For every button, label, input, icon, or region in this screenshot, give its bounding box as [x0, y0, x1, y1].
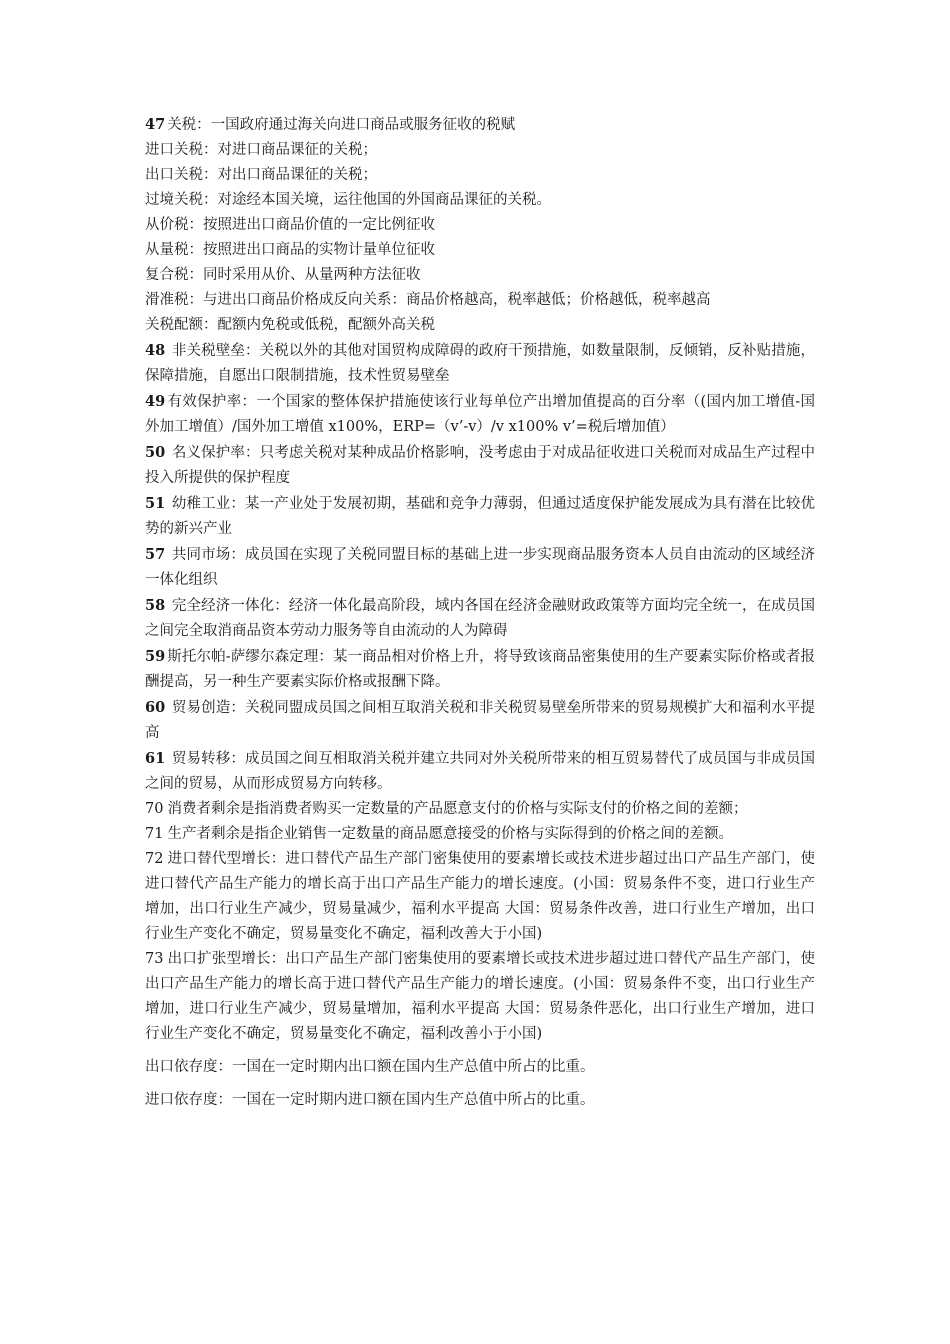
entry-number: 73 — [145, 951, 164, 967]
entry-57 — [145, 542, 815, 593]
entry-text: 贸易转移：成员国之间互相取消关税并建立共同对外关税所带来的相互贸易替代了成员国与非成员国之间的贸易，从而形成贸易方向转移。 — [145, 751, 816, 792]
entry-text: 出口关税：对出口商品课征的关税； — [145, 167, 377, 183]
entry-text: 有效保护率：一个国家的整体保护措施使该行业每单位产出增加值提高的百分率（(国内加工增值-国外加工增值）/国外加工增值 x100%，ERP=（v’-v）/v x100% v’=税后增加值） — [145, 394, 815, 435]
entry-58 — [145, 593, 815, 644]
entry-import-dependence — [145, 1088, 815, 1113]
entry-71 — [145, 822, 815, 847]
entry-text: 贸易创造：关税同盟成员国之间相互取消关税和非关税贸易壁垒所带来的贸易规模扩大和福利水平提高 — [145, 700, 816, 741]
entry-59 — [145, 644, 815, 695]
entry-specific-duty — [145, 238, 815, 263]
entry-49 — [145, 389, 815, 440]
entry-export-dependence — [145, 1055, 815, 1080]
entry-number: 58 — [145, 597, 166, 614]
entry-text: 从价税：按照进出口商品价值的一定比例征收 — [145, 217, 435, 233]
entry-number: 47 — [145, 116, 166, 133]
entry-text: 名义保护率：只考虑关税对某种成品价格影响，没考虑由于对成品征收进口关税而对成品生产过程中投入所提供的保护程度 — [145, 445, 816, 486]
entry-import-tariff — [145, 138, 815, 163]
entry-text: 生产者剩余是指企业销售一定数量的商品愿意接受的价格与实际得到的价格之间的差额。 — [167, 826, 733, 842]
entry-text: 进口依存度：一国在一定时期内进口额在国内生产总值中所占的比重。 — [145, 1092, 595, 1108]
entry-export-tariff — [145, 163, 815, 188]
entry-72 — [145, 847, 815, 947]
entry-51 — [145, 491, 815, 542]
entry-47 — [145, 112, 815, 138]
entry-text: 从量税：按照进出口商品的实物计量单位征收 — [145, 242, 435, 258]
entry-text: 完全经济一体化：经济一体化最高阶段，域内各国在经济金融财政政策等方面均完全统一，在成员国之间完全取消商品资本劳动力服务等自由流动的人为障碍 — [145, 598, 816, 639]
entry-tariff-quota — [145, 313, 815, 338]
document-body — [145, 112, 815, 1113]
entry-text: 进口关税：对进口商品课征的关税； — [145, 142, 377, 158]
entry-61 — [145, 746, 815, 797]
entry-number: 70 — [145, 801, 164, 817]
entry-number: 48 — [145, 342, 166, 359]
entry-73 — [145, 947, 815, 1047]
entry-text: 幼稚工业：某一产业处于发展初期，基础和竞争力薄弱，但通过适度保护能发展成为具有潜在比较优势的新兴产业 — [145, 496, 816, 537]
entry-60 — [145, 695, 815, 746]
entry-text: 关税：一国政府通过海关向进口商品或服务征收的税赋 — [167, 117, 516, 133]
entry-50 — [145, 440, 815, 491]
entry-number: 49 — [145, 393, 166, 410]
entry-number: 51 — [145, 495, 166, 512]
entry-number: 59 — [145, 648, 166, 665]
entry-number: 71 — [145, 826, 164, 842]
entry-number: 61 — [145, 750, 166, 767]
entry-text: 出口扩张型增长：出口产品生产部门密集使用的要素增长或技术进步超过进口替代产品生产部门，使出口产品生产能力的增长高于进口替代产品生产能力的增长速度。(小国：贸易条件不变，出口行业生产增加，进口行业生产减少，贸易量增加，福利水平提高 大国：贸易条件恶化，出口行业生产增加，进口行业生产变化不确定，贸易量变化不确定，福利改善小于小国) — [145, 951, 815, 1042]
entry-text: 过境关税：对途经本国关境，运往他国的外国商品课征的关税。 — [145, 192, 551, 208]
entry-text: 关税配额：配额内免税或低税，配额外高关税 — [145, 317, 435, 333]
entry-ad-valorem — [145, 213, 815, 238]
entry-text: 复合税：同时采用从价、从量两种方法征收 — [145, 267, 421, 283]
entry-text: 进口替代型增长：进口替代产品生产部门密集使用的要素增长或技术进步超过出口产品生产部门，使进口替代产品生产能力的增长高于出口产品生产能力的增长速度。(小国：贸易条件不变，进口行业生产增加，出口行业生产减少，贸易量减少，福利水平提高 大国：贸易条件改善，进口行业生产增加，出口行业生产变化不确定，贸易量变化不确定，福利改善大于小国) — [145, 851, 815, 942]
entry-number: 57 — [145, 546, 166, 563]
entry-transit-tariff — [145, 188, 815, 213]
entry-70 — [145, 797, 815, 822]
entry-text: 共同市场：成员国在实现了关税同盟目标的基础上进一步实现商品服务资本人员自由流动的区域经济一体化组织 — [145, 547, 816, 588]
entry-text: 斯托尔帕-萨缪尔森定理：某一商品相对价格上升，将导致该商品密集使用的生产要素实际价格或者报酬提高，另一种生产要素实际价格或报酬下降。 — [145, 649, 815, 690]
entry-number: 72 — [145, 851, 164, 867]
entry-number: 60 — [145, 699, 166, 716]
entry-compound-duty — [145, 263, 815, 288]
entry-text: 消费者剩余是指消费者购买一定数量的产品愿意支付的价格与实际支付的价格之间的差额； — [167, 801, 748, 817]
entry-number: 50 — [145, 444, 166, 461]
entry-text: 滑准税：与进出口商品价格成反向关系：商品价格越高，税率越低；价格越低，税率越高 — [145, 292, 711, 308]
entry-sliding-duty — [145, 288, 815, 313]
entry-text: 出口依存度：一国在一定时期内出口额在国内生产总值中所占的比重。 — [145, 1059, 595, 1075]
entry-48 — [145, 338, 815, 389]
entry-text: 非关税壁垒：关税以外的其他对国贸构成障碍的政府干预措施，如数量限制，反倾销，反补贴措施，保障措施，自愿出口限制措施，技术性贸易壁垒 — [145, 343, 816, 384]
